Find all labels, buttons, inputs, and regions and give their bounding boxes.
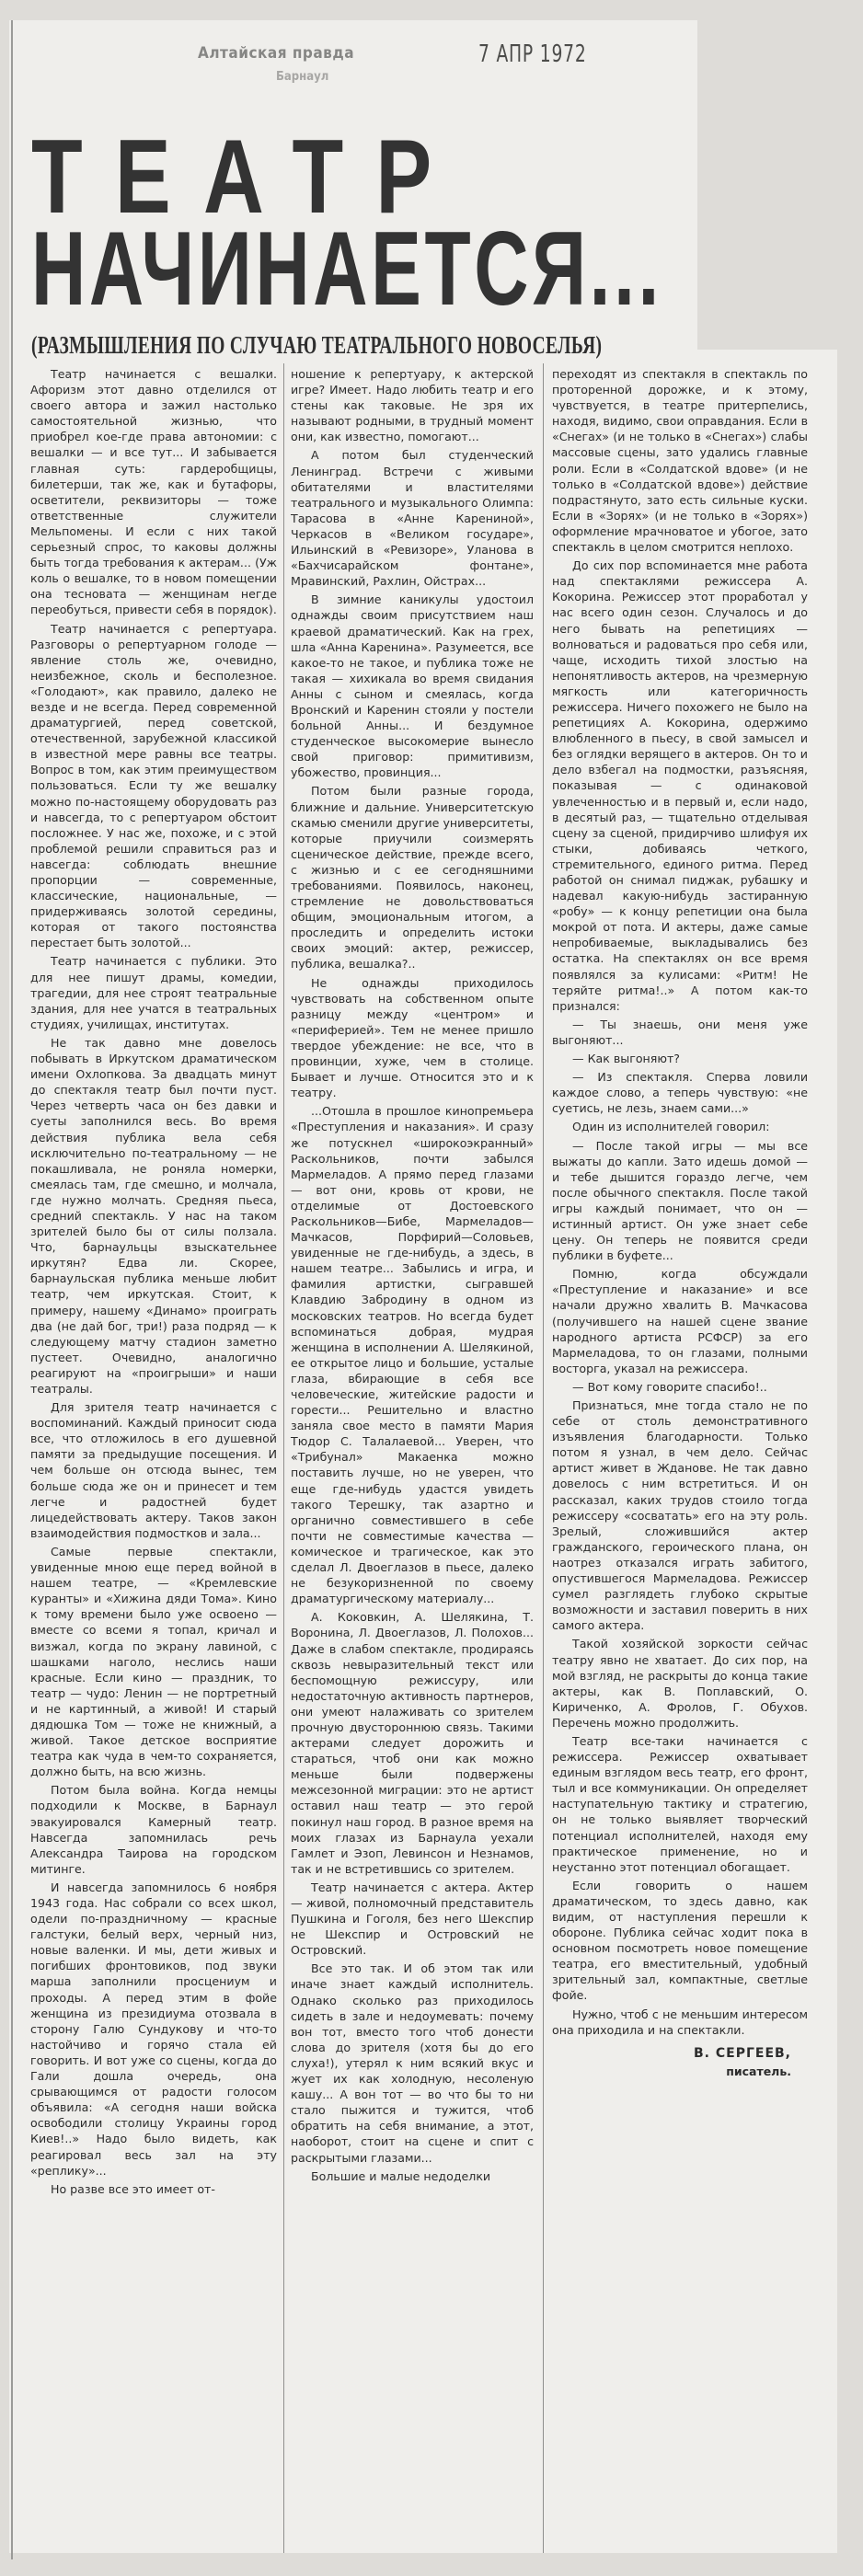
article-paragraph: Театр все-таки начинается с режиссера. Режиссер охватывает единым взглядом весь театр, его фронт, тыл и все коммуникации. Он определяет наступательную тактику и стратегию, он не только выявляет творческий потенциал исполнителей, находя ему практическое применение, но и неустанно этот потенциал обогащает.	[552, 1733, 808, 1874]
article-paragraph: Признаться, мне тогда стало не по себе от столь демонстративного изъявления благодарности. Только потом я узнал, в чем дело. Сейчас артист живет в Жданове. Не так давно довелось с ним встретиться. И он рассказал, каких трудов стоило тогда режиссеру «сосватать» его на эту роль. Зрелый, сложившийся актер гражданского, героического плана, он наотрез отказался играть забитого, опустившегося Мармеладова. Режиссер сумел разглядеть глубоко скрытые возможности и заставил поверить в них самого актера.	[552, 1398, 808, 1633]
article-paragraph: А потом был студенческий Ленинград. Встречи с живыми обитателями и властителями театрального и музыкального Олимпа: Тарасова в «Анне Карениной», Черкасов в «Великом государе», Ильинский в «Ревизоре», Уланова в «Бахчисарайском фонтане», Мравинский, Рахлин, Ойстрах...	[291, 448, 534, 589]
article-paragraph: — Из спектакля. Сперва ловили каждое слово, а теперь чувствую: «не суетись, не лезь, знаем сами...»	[552, 1070, 808, 1116]
article-paragraph: Не так давно мне довелось побывать в Иркутском драматическом имени Охлопкова. За двадцать минут до спектакля театр был почти пуст. Через четверть часа он без давки и суеты заполнился весь. Во время действия публика вела себя исключительно по-театральному — не покашливала, не роняла номерки, смеялась там, где смешно, и молчала, где нужно молчать. Средняя пьеса, средний спектакль. У нас на таком зрителей было бы от силы ползала. Что, барнаульцы взыскательнее иркутян? Едва ли. Скорее, барнаульская публика меньше любит театр, чем иркутская. Стоит, к примеру, нашему «Динамо» проиграть два (не дай бог, три!) раза подряд — к следующему матчу стадион заметно пустеет. Очевидно, аналогично реагируют на «проигрыши» и наши театралы.	[30, 1035, 277, 1396]
author-name: В. СЕРГЕЕВ,	[694, 2045, 791, 2061]
article-paragraph: Не однажды приходилось чувствовать на собственном опыте разницу между «центром» и «периферией». Тем не менее пришло твердое убеждение: не все, что в провинции, хуже, чем в столице. Бывает и лучше. Относится это и к театру.	[291, 975, 534, 1100]
article-paragraph: — После такой игры — мы все выжаты до капли. Зато идешь домой — и тебе дышится гораздо легче, чем после обычного спектакля. После такой игры каждый понимает, что он — истинный артист. Он уже знает себе цену. Он теперь не появится среди публики в буфете...	[552, 1138, 808, 1263]
article-paragraph: И навсегда запомнилось 6 ноября 1943 года. Нас собрали со всех школ, одели по-праздничному — красные галстуки, белый верх, черный низ, новые валенки. И мы, дети живых и погибших фронтовиков, под звуки марша заполнили просцениум и проходы. А перед этим в фойе женщина из президиума отозвала в сторону Галю Сундукову и что-то настойчиво и горячо стала ей говорить. И вот уже со сцены, когда до Гали дошла очередь, она срывающимся от радости голосом объявила: «А сегодня наши войска освободили столицу Украины город Киев!..» Надо было видеть, как реагировал весь зал на эту «реплику»...	[30, 1880, 277, 2178]
article-column-1	[30, 366, 277, 2200]
headline-line-2: НАЧИНАЕТСЯ...	[31, 211, 662, 328]
article-column-2	[291, 366, 534, 2187]
article-paragraph: Но разве все это имеет от-	[51, 2181, 215, 2196]
article-paragraph: Потом была война. Когда немцы подходили к Москве, в Барнаул эвакуировался Камерный театр. Навсегда запомнилась речь Александра Таирова на городском митинге.	[30, 1783, 277, 1876]
article-paragraph: — Вот кому говорите спасибо!..	[572, 1379, 767, 1394]
article-paragraph: Большие и малые недоделки	[311, 2168, 491, 2183]
article-paragraph: Такой хозяйской зоркости сейчас театру явно не хватает. До сих пор, на мой взгляд, не раскрыты до конца такие актеры, как В. Поплавский, О. Кириченко, А. Фролов, Г. Обухов. Перечень можно продолжить.	[552, 1637, 808, 1730]
column-divider	[283, 363, 284, 2553]
city-stamp: Барнаул	[276, 70, 329, 84]
article-paragraph: — Ты знаешь, они меня уже выгоняют...	[552, 1017, 808, 1047]
article-paragraph: ношение к репертуару, к актерской игре? Имеет. Надо любить театр и его стены как таковые. Не зря их называют родными, в трудный момент они, как известно, помогают...	[291, 367, 534, 444]
article-paragraph: Самые первые спектакли, увиденные мною еще перед войной в нашем театре, — «Кремлевские куранты» и «Хижина дяди Тома». Кино к тому времени было уже освоено — вместе со всеми я топал, кричал и визжал, когда по экрану лавиной, с шашками наголо, неслись наши красные. Если кино — праздник, то театр — чудо: Ленин — не портретный и не картинный, а живой! И старый дядюшка Том — тоже не книжный, а живой. Такое детское восприятие театра как чуда в чем-то сохраняется, должно быть, на всю жизнь.	[30, 1544, 277, 1779]
article-paragraph: Нужно, чтоб с не меньшим интересом она приходила и на спектакли.	[552, 2007, 808, 2037]
author-role: писатель.	[726, 2064, 791, 2078]
author-signature	[552, 2045, 808, 2080]
article-paragraph: Театр начинается с публики. Это для нее пишут драмы, комедии, трагедии, для нее строят театральные здания, для нее учатся в театральных студиях, училищах, институтах.	[30, 954, 277, 1031]
article-paragraph: Помню, когда обсуждали «Преступление и наказание» и все начали дружно хвалить В. Мачкасова (получившего на нашей сцене звание народного артиста РСФСР) за его Мармеладова, то он глазами, полными восторга, указал на режиссера.	[552, 1267, 808, 1375]
article-paragraph: Театр начинается с репертуара. Разговоры о репертуарном голоде — явление столь же, очевидно, неизбежное, сколь и бесполезное. «Голодают», как правило, далеко не везде и не всегда. Перед современной драматургией, перед советской, отечественной, зарубежной классикой в известной мере равны все театры. Вопрос в том, как этим преимуществом пользоваться. Если ту же вешалку можно по-настоящему оборудовать раз и навсегда, то с репертуаром обстоит посложнее. У нас же, похоже, и с этой проблемой решили справиться раз и навсегда: соблюдать внешние пропорции — современные, классические, национальные, — придерживаясь золотой середины, которая от такого постоянства перестает быть золотой...	[30, 621, 277, 950]
article-paragraph: До сих пор вспоминается мне работа над спектаклями режиссера А. Кокорина. Режиссер этот проработал у нас всего один сезон. Случалось и до него бывать на репетициях — волноваться и радоваться про себя или, чаще, исходить тихой злостью на непонятливость актеров, на чрезмерную мягкость или категоричность режиссера. Ничего похожего не было на репетициях А. Кокорина, одержимо влюбленного в пьесу, в свой замысел и без оглядки верящего в актеров. Он то и дело взбегал на подмостки, разъясняя, показывая — с одинаковой увлеченностью и в первый и, если надо, в десятый раз, — тщательно отделывая сцену за сценой, придирчиво шлифуя их стыки, добиваясь четкого, стремительного, единого ритма. Перед работой он снимал пиджак, рубашку и надевал какую-нибудь застиранную «робу» — к концу репетиции она была мокрой от пота. И актеры, даже самые непробиваемые, выкладывались без остатка. На спектаклях он все время появлялся за кулисами: «Ритм! Не теряйте ритма!..» А потом как-то признался:	[552, 558, 808, 1013]
article-paragraph: А. Коковкин, А. Шелякина, Т. Воронина, Л. Двоеглазов, Л. Полохов... Даже в слабом спектакле, продираясь сквозь невыразительный текст или беспомощную режиссуру, или недостаточную активность партнеров, они умеют налаживать со зрителем прочную двустороннюю связь. Такими актерами следует дорожить и стараться, чтоб они как можно меньше были подвержены межсезонной миграции: это не артист оставил наш театр — это герой покинул наш город. В разное время на моих глазах из Барнаула уехали Гамлет и Эзоп, Левинсон и Незнамов, так и не встретившись со зрителем.	[291, 1610, 534, 1876]
article-paragraph: В зимние каникулы удостоил однажды своим присутствием наш краевой драматический. Как на грех, шла «Анна Каренина». Разумеется, все какое-то не такое, и публика тоже не такая — хихикала во время свидания Анны с сыном и смеялась, когда Вронский и Каренин стояли у постели больной Анны... И бездумное студенческое высокомерие вынесло свой приговор: примитивизм, убожество, провинция...	[291, 592, 534, 780]
article-paragraph: Если говорить о нашем драматическом, то здесь давно, как видим, от наступления перешли к обороне. Публика сейчас ходит пока в основном посмотреть новое помещение театра, его вместительный, удобный зрительный зал, компактные, светлые фойе.	[552, 1878, 808, 2003]
article-paragraph: Для зрителя театр начинается с воспоминаний. Каждый приносит сюда все, что отложилось в его душевной памяти за предыдущие посещения. И чем больше он отсюда вынес, тем больше сюда же он и принесет и тем легче и радостней будет лицедействовать актеру. Таков закон взаимодействия подмостков и зала...	[30, 1400, 277, 1540]
newspaper-stamp: Алтайская правда	[198, 44, 355, 63]
article-paragraph: ...Отошла в прошлое кинопремьера «Преступления и наказания». И сразу же потускнел «широкоэкранный» Раскольников, почти забылся Мармеладов. А прямо перед глазами — вот они, кровь от крови, не отделимые от Достоевского Раскольников—Бибе, Мармеладов—Мачкасов, Порфирий—Соловьев, увиденные не где-нибудь, а здесь, в нашем театре... Забылись и игра, и фамилия артистки, сыгравшей Клавдию Забродину в одном из московских театров. Но всегда будет вспоминаться добрая, мудрая женщина в исполнении А. Шелякиной, ее открытое лицо и большие, усталые глаза, вбирающие в себя все человеческие, житейские радости и горести... Решительно и властно заняла свое место в памяти Мария Тюдор С. Талалаевой... Уверен, что «Трибунал» Макаенка можно поставить лучше, но не уверен, что еще где-нибудь удастся увидеть такого Терешку, так азартно и органично совместившего в себе почти не совместимые качества — комическое и трагическое, как это сделал Л. Двоеглазов в пьесе, далеко не безукоризненной по своему драматургическому материалу...	[291, 1104, 534, 1606]
article-paragraph: Театр начинается с вешалки. Афоризм этот давно отделился от своего автора и зажил настолько самостоятельной жизнью, что приобрел кое-где права автономии: с вешалки — и все тут... И забывается главная суть: гардеробщицы, билетерши, так же, как и бутафоры, осветители, реквизиторы — тоже ответственные служители Мельпомены. И если с них такой серьезный спрос, то каковы должны быть тогда требования к актерам... (Уж коль о вешалке, то в новом помещении она тесновата — женщинам негде переобуться, привести себя в порядок).	[30, 367, 277, 617]
article-paragraph: Один из исполнителей говорил:	[572, 1120, 770, 1134]
article-paragraph: Театр начинается с актера. Актер — живой, полномочный представитель Пушкина и Гоголя, без него Шекспир не Шекспир и Островский не Островский.	[291, 1880, 534, 1958]
article-paragraph: Все это так. И об этом так или иначе знает каждый исполнитель. Однако сколько раз приходилось сидеть в зале и недоумевать: почему вон тот, вместо того чтоб донести слова до зрителя (хотя бы до его слуха!), утерял к ним всякий вкус и жует их как холодную, несоленую кашу... А вон тот — во что бы то ни стало пыжится и тужится, чтоб обратить на себя внимание, а этот, наоборот, стоит на сцене и спит с раскрытыми глазами...	[291, 1961, 534, 2165]
column-divider	[543, 363, 544, 2553]
article-paragraph: — Как выгоняют?	[572, 1052, 680, 1066]
headline-line-1: ТЕАТР	[31, 119, 465, 236]
date-stamp: 7 АПР 1972	[478, 40, 587, 68]
article-paragraph: переходят из спектакля в спектакль по проторенной дорожке, и к этому, чувствуется, в театре притерпелись, находя, видимо, свои оправдания. Если в «Снегах» (и не только в «Снегах») слабы массовые сцены, зато удались главные роли. Если в «Солдатской вдове» (и не только в «Солдатской вдове») действие подрастянуто, зато есть сильные куски. Если в «Зорях» (и не только в «Зорях») оформление мрачноватое и убогое, зато спектакль в целом смотрится неплохо.	[552, 367, 808, 555]
article-paragraph: Потом были разные города, ближние и дальние. Университетскую скамью сменили другие университеты, которые приучили соизмерять сценическое действие, прежде всего, с жизнью и с ее сегодняшними требованиями. Появилось, наконец, стремление не довольствоваться общим, эмоциональным итогом, а проследить и определить истоки своих эмоций: актер, режиссер, публика, вешалка?..	[291, 784, 534, 972]
clipping-edge	[11, 20, 13, 2559]
headline-subtitle: (РАЗМЫШЛЕНИЯ ПО СЛУЧАЮ ТЕАТРАЛЬНОГО НОВОСЕЛЬЯ)	[31, 331, 603, 359]
article-column-3	[552, 366, 808, 2080]
